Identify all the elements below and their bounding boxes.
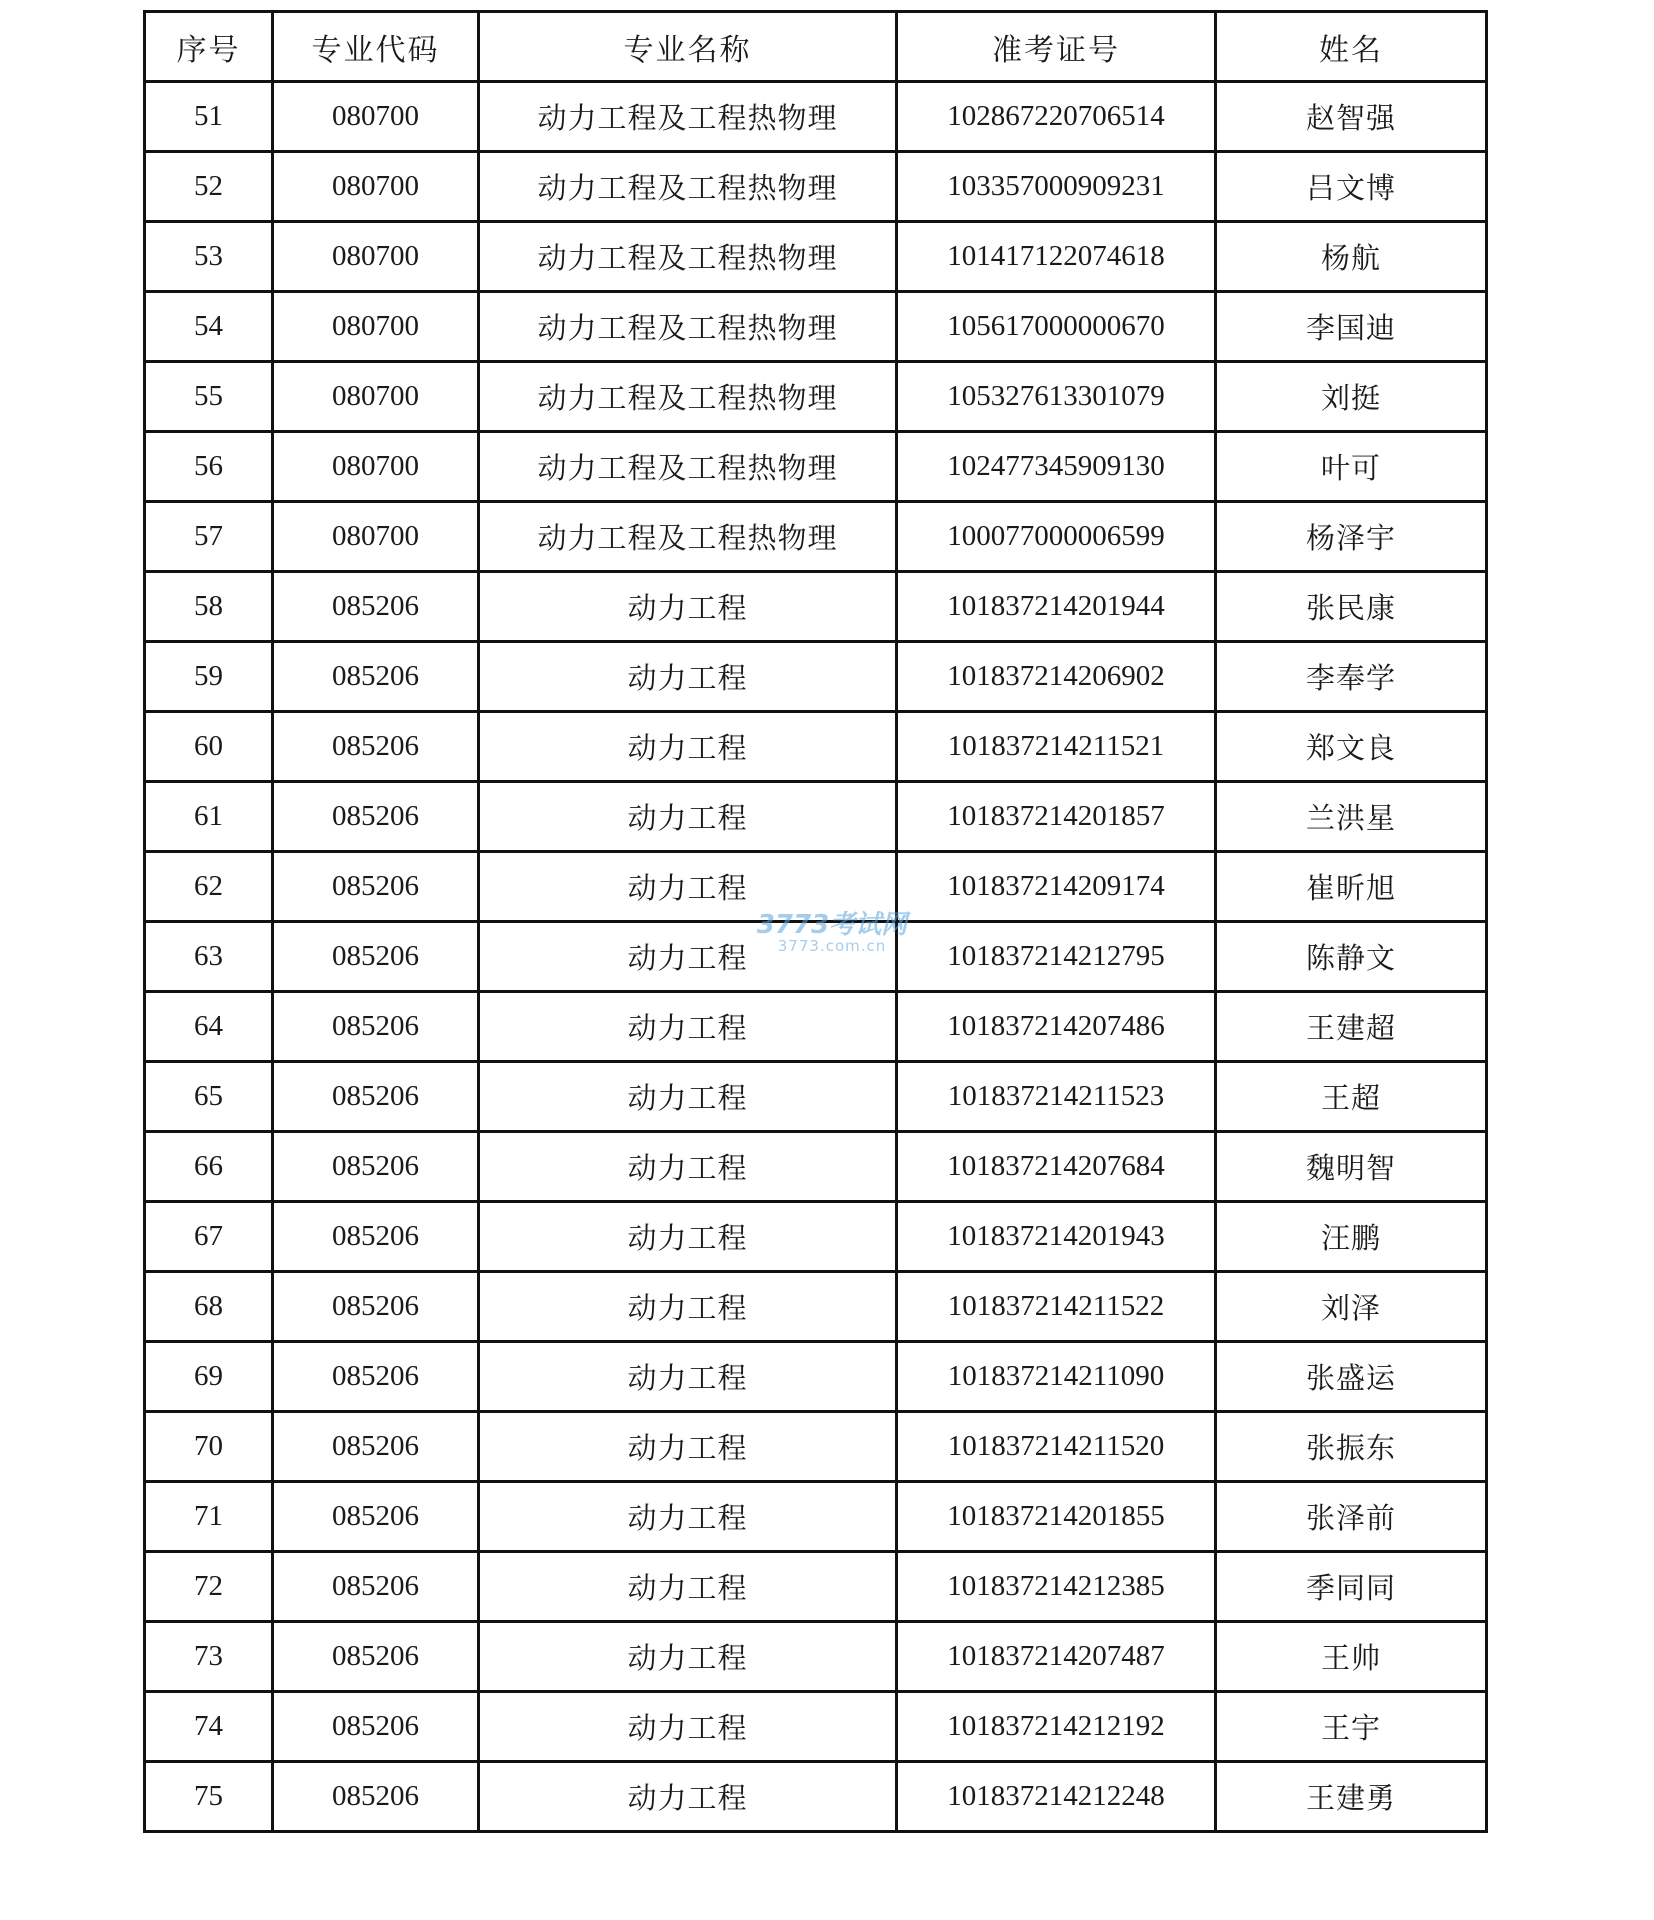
table-row <box>145 362 1487 432</box>
cell-major-code: 085206 <box>273 852 479 922</box>
table-row <box>145 782 1487 852</box>
cell-major-name: 动力工程及工程热物理 <box>479 152 897 222</box>
table-row <box>145 572 1487 642</box>
cell-exam-ticket-number: 101837214207487 <box>897 1622 1216 1692</box>
cell-serial-number: 52 <box>145 152 273 222</box>
cell-student-name: 张振东 <box>1216 1412 1487 1482</box>
table-row <box>145 1272 1487 1342</box>
cell-major-code: 080700 <box>273 432 479 502</box>
cell-major-code: 085206 <box>273 1762 479 1832</box>
header-major-code: 专业代码 <box>273 12 479 82</box>
table-row <box>145 432 1487 502</box>
cell-major-code: 085206 <box>273 1202 479 1272</box>
cell-student-name: 李国迪 <box>1216 292 1487 362</box>
cell-student-name: 叶可 <box>1216 432 1487 502</box>
cell-exam-ticket-number: 105327613301079 <box>897 362 1216 432</box>
cell-student-name: 张盛运 <box>1216 1342 1487 1412</box>
cell-exam-ticket-number: 101837214209174 <box>897 852 1216 922</box>
cell-serial-number: 56 <box>145 432 273 502</box>
cell-student-name: 张民康 <box>1216 572 1487 642</box>
cell-exam-ticket-number: 101837214212192 <box>897 1692 1216 1762</box>
cell-major-name: 动力工程及工程热物理 <box>479 82 897 152</box>
cell-exam-ticket-number: 101837214212248 <box>897 1762 1216 1832</box>
cell-student-name: 王建超 <box>1216 992 1487 1062</box>
cell-exam-ticket-number: 103357000909231 <box>897 152 1216 222</box>
cell-serial-number: 59 <box>145 642 273 712</box>
header-row <box>145 12 1487 82</box>
cell-major-code: 085206 <box>273 1692 479 1762</box>
cell-major-name: 动力工程 <box>479 1132 897 1202</box>
cell-student-name: 王建勇 <box>1216 1762 1487 1832</box>
cell-student-name: 吕文博 <box>1216 152 1487 222</box>
table-row <box>145 1412 1487 1482</box>
cell-major-name: 动力工程 <box>479 992 897 1062</box>
cell-exam-ticket-number: 101417122074618 <box>897 222 1216 292</box>
cell-major-code: 085206 <box>273 1412 479 1482</box>
cell-serial-number: 75 <box>145 1762 273 1832</box>
cell-exam-ticket-number: 102867220706514 <box>897 82 1216 152</box>
cell-student-name: 兰洪星 <box>1216 782 1487 852</box>
cell-serial-number: 58 <box>145 572 273 642</box>
cell-serial-number: 69 <box>145 1342 273 1412</box>
cell-major-name: 动力工程 <box>479 1272 897 1342</box>
cell-exam-ticket-number: 101837214211520 <box>897 1412 1216 1482</box>
cell-serial-number: 65 <box>145 1062 273 1132</box>
cell-serial-number: 62 <box>145 852 273 922</box>
table-row <box>145 82 1487 152</box>
cell-major-name: 动力工程及工程热物理 <box>479 292 897 362</box>
cell-exam-ticket-number: 101837214211521 <box>897 712 1216 782</box>
header-major-name: 专业名称 <box>479 12 897 82</box>
cell-student-name: 季同同 <box>1216 1552 1487 1622</box>
cell-major-code: 080700 <box>273 222 479 292</box>
cell-major-name: 动力工程 <box>479 922 897 992</box>
cell-student-name: 杨航 <box>1216 222 1487 292</box>
cell-major-name: 动力工程 <box>479 782 897 852</box>
cell-exam-ticket-number: 105617000000670 <box>897 292 1216 362</box>
header-student-name: 姓名 <box>1216 12 1487 82</box>
cell-serial-number: 54 <box>145 292 273 362</box>
cell-major-code: 085206 <box>273 922 479 992</box>
cell-major-name: 动力工程 <box>479 852 897 922</box>
cell-major-name: 动力工程 <box>479 712 897 782</box>
table-row <box>145 1552 1487 1622</box>
cell-exam-ticket-number: 101837214206902 <box>897 642 1216 712</box>
cell-major-code: 085206 <box>273 1482 479 1552</box>
cell-student-name: 杨泽宇 <box>1216 502 1487 572</box>
cell-student-name: 汪鹏 <box>1216 1202 1487 1272</box>
cell-student-name: 崔昕旭 <box>1216 852 1487 922</box>
cell-serial-number: 74 <box>145 1692 273 1762</box>
cell-student-name: 李奉学 <box>1216 642 1487 712</box>
cell-student-name: 王超 <box>1216 1062 1487 1132</box>
cell-major-code: 085206 <box>273 1132 479 1202</box>
cell-exam-ticket-number: 100077000006599 <box>897 502 1216 572</box>
cell-serial-number: 70 <box>145 1412 273 1482</box>
cell-serial-number: 67 <box>145 1202 273 1272</box>
table-row <box>145 992 1487 1062</box>
cell-student-name: 刘挺 <box>1216 362 1487 432</box>
cell-exam-ticket-number: 101837214212795 <box>897 922 1216 992</box>
table-row <box>145 1482 1487 1552</box>
cell-student-name: 张泽前 <box>1216 1482 1487 1552</box>
cell-major-code: 080700 <box>273 82 479 152</box>
cell-serial-number: 60 <box>145 712 273 782</box>
cell-serial-number: 63 <box>145 922 273 992</box>
table-row <box>145 1062 1487 1132</box>
table-row <box>145 1762 1487 1832</box>
cell-serial-number: 66 <box>145 1132 273 1202</box>
cell-major-code: 085206 <box>273 642 479 712</box>
cell-serial-number: 71 <box>145 1482 273 1552</box>
cell-student-name: 魏明智 <box>1216 1132 1487 1202</box>
cell-major-name: 动力工程及工程热物理 <box>479 502 897 572</box>
cell-student-name: 王宇 <box>1216 1692 1487 1762</box>
cell-major-name: 动力工程及工程热物理 <box>479 222 897 292</box>
cell-exam-ticket-number: 101837214207486 <box>897 992 1216 1062</box>
table-row <box>145 852 1487 922</box>
table-header <box>145 12 1487 82</box>
cell-major-code: 085206 <box>273 1622 479 1692</box>
cell-major-code: 085206 <box>273 1342 479 1412</box>
header-serial-number: 序号 <box>145 12 273 82</box>
cell-exam-ticket-number: 102477345909130 <box>897 432 1216 502</box>
table-row <box>145 1342 1487 1412</box>
cell-student-name: 王帅 <box>1216 1622 1487 1692</box>
table-row <box>145 1622 1487 1692</box>
cell-major-name: 动力工程 <box>479 1062 897 1132</box>
cell-exam-ticket-number: 101837214212385 <box>897 1552 1216 1622</box>
cell-exam-ticket-number: 101837214201857 <box>897 782 1216 852</box>
cell-major-code: 085206 <box>273 572 479 642</box>
cell-serial-number: 55 <box>145 362 273 432</box>
cell-major-code: 085206 <box>273 1062 479 1132</box>
cell-serial-number: 51 <box>145 82 273 152</box>
cell-serial-number: 73 <box>145 1622 273 1692</box>
cell-student-name: 郑文良 <box>1216 712 1487 782</box>
cell-major-name: 动力工程 <box>479 1482 897 1552</box>
cell-exam-ticket-number: 101837214201855 <box>897 1482 1216 1552</box>
cell-student-name: 赵智强 <box>1216 82 1487 152</box>
cell-exam-ticket-number: 101837214211523 <box>897 1062 1216 1132</box>
cell-major-name: 动力工程 <box>479 572 897 642</box>
cell-major-code: 085206 <box>273 1552 479 1622</box>
header-exam-ticket-number: 准考证号 <box>897 12 1216 82</box>
admission-list-table <box>143 10 1488 1833</box>
table-row <box>145 922 1487 992</box>
cell-major-code: 080700 <box>273 362 479 432</box>
cell-major-code: 080700 <box>273 502 479 572</box>
table-row <box>145 1202 1487 1272</box>
cell-major-name: 动力工程及工程热物理 <box>479 362 897 432</box>
table-row <box>145 712 1487 782</box>
table-row <box>145 1692 1487 1762</box>
cell-major-name: 动力工程 <box>479 1622 897 1692</box>
table-row <box>145 1132 1487 1202</box>
cell-serial-number: 72 <box>145 1552 273 1622</box>
cell-major-name: 动力工程及工程热物理 <box>479 432 897 502</box>
table-row <box>145 292 1487 362</box>
cell-exam-ticket-number: 101837214211090 <box>897 1342 1216 1412</box>
cell-exam-ticket-number: 101837214211522 <box>897 1272 1216 1342</box>
cell-major-name: 动力工程 <box>479 1762 897 1832</box>
cell-major-name: 动力工程 <box>479 1202 897 1272</box>
table-row <box>145 642 1487 712</box>
cell-major-code: 085206 <box>273 712 479 782</box>
table-body <box>145 82 1487 1832</box>
cell-major-name: 动力工程 <box>479 1412 897 1482</box>
cell-serial-number: 64 <box>145 992 273 1062</box>
cell-major-name: 动力工程 <box>479 1342 897 1412</box>
cell-serial-number: 53 <box>145 222 273 292</box>
table-row <box>145 502 1487 572</box>
cell-major-name: 动力工程 <box>479 642 897 712</box>
cell-major-code: 085206 <box>273 782 479 852</box>
table-row <box>145 152 1487 222</box>
cell-student-name: 陈静文 <box>1216 922 1487 992</box>
cell-exam-ticket-number: 101837214201943 <box>897 1202 1216 1272</box>
watermark-logo-text: 3773考试网 <box>756 910 908 940</box>
cell-major-code: 085206 <box>273 1272 479 1342</box>
cell-serial-number: 68 <box>145 1272 273 1342</box>
cell-exam-ticket-number: 101837214201944 <box>897 572 1216 642</box>
watermark-url: 3773.com.cn <box>777 937 887 955</box>
cell-student-name: 刘泽 <box>1216 1272 1487 1342</box>
cell-exam-ticket-number: 101837214207684 <box>897 1132 1216 1202</box>
cell-major-code: 085206 <box>273 992 479 1062</box>
cell-major-code: 080700 <box>273 152 479 222</box>
cell-serial-number: 61 <box>145 782 273 852</box>
cell-major-code: 080700 <box>273 292 479 362</box>
cell-serial-number: 57 <box>145 502 273 572</box>
cell-major-name: 动力工程 <box>479 1552 897 1622</box>
cell-major-name: 动力工程 <box>479 1692 897 1762</box>
table-row <box>145 222 1487 292</box>
